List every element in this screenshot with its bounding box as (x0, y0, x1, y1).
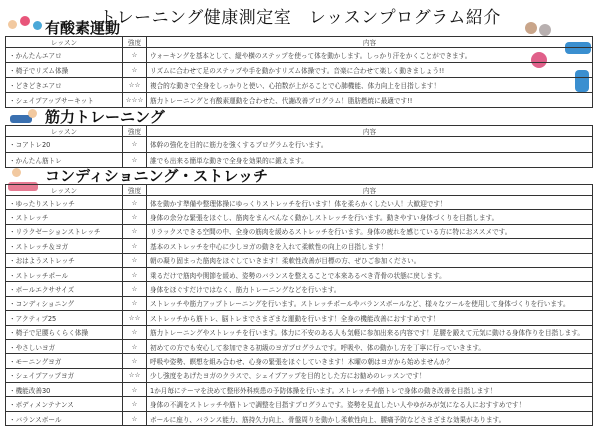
table-row (6, 296, 593, 310)
lesson-description: 1か月毎にテーマを決めて整形外科疾患の予防体操を行います。ストレッチや筋トレで身体の動き改善を目指します！ (147, 383, 593, 397)
lesson-name: ・ストレッチポール (6, 267, 123, 281)
lesson-description: 体幹の強化を目的に筋力を強くするプログラムを行います。 (147, 137, 593, 153)
table-row (6, 48, 593, 63)
table-row (6, 78, 593, 93)
table-header-row (6, 37, 593, 48)
header-content: 内容 (147, 126, 593, 137)
intensity-stars: ☆ (123, 296, 147, 310)
lesson-name: ・ボールエクササイズ (6, 282, 123, 296)
lesson-description: ボールに座り、バランス能力、筋持久力向上、骨盤周りを動かし柔軟性向上、腰痛予防などさまざまな効果があります。 (147, 411, 593, 425)
table-row (6, 196, 593, 210)
lesson-description: リズムに合わせて足のステップや手を動かすリズム体操です。音楽に合わせて楽しく動きましょう!! (147, 63, 593, 78)
lesson-table (5, 184, 593, 426)
table-row (6, 93, 593, 108)
header-intensity: 強度 (123, 37, 147, 48)
table-row (6, 397, 593, 411)
header-intensity: 強度 (123, 185, 147, 196)
lesson-name: ・ボディメンテナンス (6, 397, 123, 411)
intensity-stars: ☆ (123, 48, 147, 63)
intensity-stars: ☆☆ (123, 78, 147, 93)
lesson-description: ウォーキングを基本として、縦や横のステップを使って体を動かします。しっかり汗をかくことができます。 (147, 48, 593, 63)
table-row (6, 282, 593, 296)
section-heading: 有酸素運動 (45, 19, 121, 37)
intensity-stars: ☆ (123, 253, 147, 267)
lesson-name: ・リラクゼーションストレッチ (6, 224, 123, 238)
lesson-name: ・シェイプアップサーキット (6, 93, 123, 108)
lesson-name: ・モーニングヨガ (6, 354, 123, 368)
section-strength (5, 110, 593, 168)
intensity-stars: ☆ (123, 152, 147, 168)
table-row (6, 137, 593, 153)
lesson-name: ・ゆったりストレッチ (6, 196, 123, 210)
lesson-description: ストレッチから筋トレ、脳トレまでさまざまな運動を行います！全身の機能改善におすすめです！ (147, 311, 593, 325)
table-row (6, 267, 593, 281)
lesson-name: ・どきどきエアロ (6, 78, 123, 93)
intensity-stars: ☆☆ (123, 368, 147, 382)
table-header-row (6, 185, 593, 196)
lesson-description: 複合的な動きで全身をしっかりと使い、心拍数が上がることで心肺機能、体力向上を目指します！ (147, 78, 593, 93)
table-row (6, 383, 593, 397)
intensity-stars: ☆ (123, 267, 147, 281)
table-row (6, 411, 593, 425)
lesson-name: ・やさしいヨガ (6, 339, 123, 353)
lesson-name: ・ストレッチ (6, 210, 123, 224)
header-lesson: レッスン (6, 37, 123, 48)
table-row (6, 354, 593, 368)
lesson-name: ・ストレッチ＆ヨガ (6, 239, 123, 253)
lesson-description: 朝の凝り固まった筋肉をほぐしていきます！柔軟性改善が目標の方、ぜひご参加ください。 (147, 253, 593, 267)
intensity-stars: ☆ (123, 63, 147, 78)
lesson-name: ・機能改善30 (6, 383, 123, 397)
section-heading: コンディショニング・ストレッチ (45, 167, 269, 185)
intensity-stars: ☆☆ (123, 311, 147, 325)
header-lesson: レッスン (6, 185, 123, 196)
lesson-name: ・椅子で足腰らくらく体操 (6, 325, 123, 339)
intensity-stars: ☆ (123, 325, 147, 339)
lesson-description: リラックスできる空間の中、全身の筋肉を緩めるストレッチを行います。身体の疲れを感じている方に特におススメです。 (147, 224, 593, 238)
intensity-stars: ☆☆☆ (123, 93, 147, 108)
lesson-name: ・コンディショニング (6, 296, 123, 310)
table-row (6, 253, 593, 267)
lesson-description: 初めての方でも安心して参加できる初級のヨガプログラムです。呼吸や、体の動かし方を丁寧に行っていきます。 (147, 339, 593, 353)
table-header-row (6, 126, 593, 137)
lesson-description: 少し強度をあげたヨガのクラスで、シェイプアップを目的とした方にお勧めのレッスンです！ (147, 368, 593, 382)
intensity-stars: ☆ (123, 224, 147, 238)
header-lesson: レッスン (6, 126, 123, 137)
intensity-stars: ☆ (123, 239, 147, 253)
table-row (6, 63, 593, 78)
lesson-name: ・かんたんエアロ (6, 48, 123, 63)
intensity-stars: ☆ (123, 411, 147, 425)
lesson-name: ・椅子でリズム体操 (6, 63, 123, 78)
intensity-stars: ☆ (123, 196, 147, 210)
lesson-description: 呼吸や姿勢、瞑想を組み合わせ、心身の緊張をほぐしていきます！木曜の朝はヨガから始めませんか？ (147, 354, 593, 368)
intensity-stars: ☆ (123, 210, 147, 224)
lesson-name: ・コアトレ20 (6, 137, 123, 153)
lesson-name: ・シェイプアップヨガ (6, 368, 123, 382)
lesson-description: 体を動かす準備や整理体操にゆっくりストレッチを行います！体を柔らかくしたい人！大歓迎です！ (147, 196, 593, 210)
lesson-name: ・バランスボール (6, 411, 123, 425)
table-row (6, 311, 593, 325)
intensity-stars: ☆ (123, 282, 147, 296)
lesson-name: ・アクティブ25 (6, 311, 123, 325)
lesson-description: ストレッチや筋力アップトレーニングを行います。ストレッチポールやバランスボールなど、様々なツールを使用して身体づくりを行います。 (147, 296, 593, 310)
section-conditioning (5, 169, 593, 426)
table-row (6, 239, 593, 253)
page-title: トレーニング健康測定室 レッスンプログラム紹介 (99, 8, 501, 28)
header-content: 内容 (147, 37, 593, 48)
lesson-description: 筋力トレーニングと有酸素運動を合わせた、代謝改善プログラム！脂肪燃焼に最適です!! (147, 93, 593, 108)
table-row (6, 325, 593, 339)
lesson-description: 身体をほぐすだけではなく、筋力トレーニングなどを行います。 (147, 282, 593, 296)
intensity-stars: ☆ (123, 354, 147, 368)
table-row (6, 368, 593, 382)
intensity-stars: ☆ (123, 397, 147, 411)
lesson-description: 身体の余分な緊張をほぐし、筋肉をまんべんなく動かしストレッチを行います。動きやすい身体づくりを目指します。 (147, 210, 593, 224)
section-aerobic (5, 21, 593, 108)
lesson-description: 基本のストレッチを中心に少しヨガの動きを入れて柔軟性の向上の目指します！ (147, 239, 593, 253)
lesson-description: 乗るだけで筋肉や関節を緩め、姿勢のバランスを整えることで本来あるべき背骨の状態に戻します。 (147, 267, 593, 281)
section-heading: 筋力トレーニング (45, 108, 165, 126)
lesson-name: ・おはようストレッチ (6, 253, 123, 267)
intensity-stars: ☆ (123, 383, 147, 397)
lesson-description: 筋力トレーニングやストレッチを行います。体力に不安のある人も気軽に参加出来る内容です！足腰を鍛えて元気に動ける身体作りを目指します。 (147, 325, 593, 339)
lesson-table (5, 125, 593, 168)
table-row (6, 224, 593, 238)
lesson-name: ・かんたん筋トレ (6, 152, 123, 168)
table-row (6, 339, 593, 353)
lesson-description: 身体の不調をストレッチや筋トレで調整を目指すプログラムです。姿勢を見直したい人やゆがみが気になる人におすすめです！ (147, 397, 593, 411)
table-row (6, 152, 593, 168)
intensity-stars: ☆ (123, 339, 147, 353)
header-content: 内容 (147, 185, 593, 196)
lesson-table (5, 36, 593, 108)
intensity-stars: ☆ (123, 137, 147, 153)
header-intensity: 強度 (123, 126, 147, 137)
table-row (6, 210, 593, 224)
lesson-description: 誰でも出来る簡単な動きで全身を効果的に鍛えます。 (147, 152, 593, 168)
